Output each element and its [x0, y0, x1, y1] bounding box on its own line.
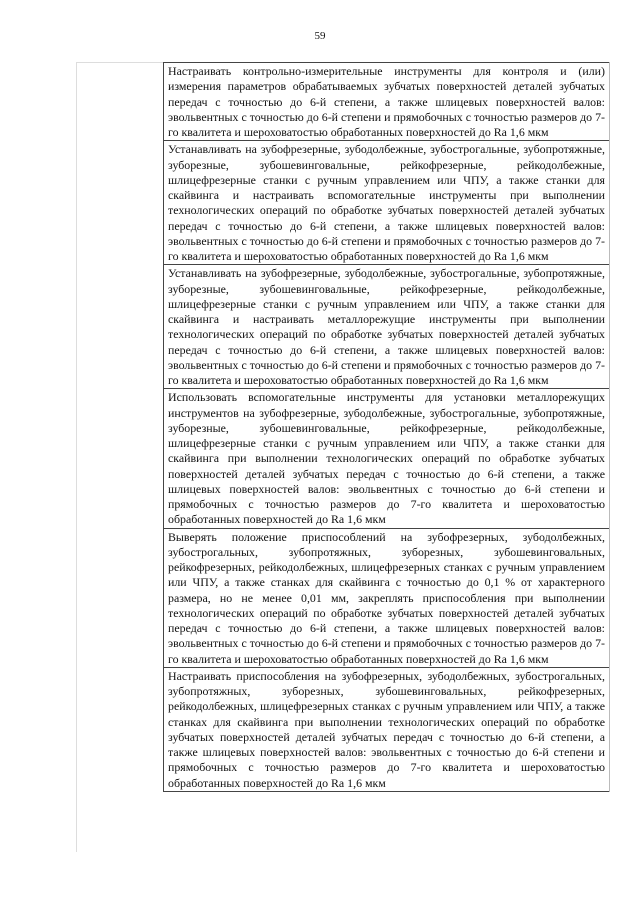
table-cell-text: Настраивать контрольно-измерительные инструменты для контроля и (или) измерения параметров обрабатываемых зубчатых поверхностей деталей зубчатых передач с точностью до 6-й степени, а также шлицевых поверхностей валов: эвольвентных с точностью до 6-й степени и прямобочных с точностью размеров до 7-го квалитета и шероховатостью обработанных поверхностей до Ra 1,6 мкм — [168, 64, 605, 139]
table-cell-text: Использовать вспомогательные инструменты для установки металлорежущих инструментов на зубофрезерные, зубодолбежные, зубострогальные, зубопротяжные, зуборезные, зубошевинговальные, рейкофрезерные, рейкодолбежные, шлицефрезерные станки с ручным управлением или ЧПУ, а также станки для скайвинга при выполнении технологических операций по обработке зубчатых поверхностей деталей зубчатых передач с точностью до 6-й степени, а также шлицевых поверхностей валов: эвольвентных с точностью до 6-й степени и прямобочных с точностью размеров до 7-го квалитета и шероховатостью обработанных поверхностей до Ra 1,6 мкм — [168, 390, 605, 527]
table-cell-text: Выверять положение приспособлений на зубофрезерных, зубодолбежных, зубострогальных, зубопротяжных, зуборезных, зубошевинговальных, рейкофрезерных, рейкодолбежных, шлицефрезерных станках с ручным управлением или ЧПУ, а также станках для скайвинга с точностью до 0,1 % от характерного размера, но не менее 0,01 мм, закреплять приспособления при выполнении технологических операций по обработке зубчатых поверхностей деталей зубчатых передач с точностью до 6-й степени, а также шлицевых поверхностей валов: эвольвентных с точностью до 6-й степени и прямобочных с точностью размеров до 7-го квалитета и шероховатостью обработанных поверхностей до Ra 1,6 мкм — [168, 529, 605, 666]
table-row — [164, 667, 609, 792]
table-cell-text: Устанавливать на зубофрезерные, зубодолбежные, зубострогальные, зубопротяжные, зуборезные, зубошевинговальные, рейкофрезерные, рейкодолбежные, шлицефрезерные станки с ручным управлением или ЧПУ, а также станки для скайвинга и настраивать вспомогательные инструменты при выполнении технологических операций по обработке зубчатых поверхностей деталей зубчатых передач с точностью до 6-й степени, а также шлицевых поверхностей валов: эвольвентных с точностью до 6-й степени и прямобочных с точностью размеров до 7-го квалитета и шероховатостью обработанных поверхностей до Ra 1,6 мкм — [168, 142, 605, 263]
table-row — [164, 528, 609, 667]
skills-table — [163, 62, 610, 792]
table-left-column-top-border — [76, 62, 163, 63]
table-cell-text: Настраивать приспособления на зубофрезерных, зубодолбежных, зубострогальных, зубопротяжных, зуборезных, зубошевинговальных, рейкофрезерных, рейкодолбежных, шлицефрезерных станках с ручным управлением или ЧПУ, а также станках для скайвинга при выполнении технологических операций по обработке зубчатых поверхностей деталей зубчатых передач с точностью до 6-й степени, а также шлицевых поверхностей валов: эвольвентных с точностью до 6-й степени и прямобочных с точностью размеров до 7-го квалитета и шероховатостью обработанных поверхностей до Ra 1,6 мкм — [168, 668, 605, 790]
table-row — [164, 140, 609, 264]
page-number: 59 — [314, 30, 326, 42]
table-row — [164, 264, 609, 388]
table-left-column-border — [76, 62, 77, 852]
table-cell-text: Устанавливать на зубофрезерные, зубодолбежные, зубострогальные, зубопротяжные, зуборезные, зубошевинговальные, рейкофрезерные, рейкодолбежные, шлицефрезерные станки с ручным управлением или ЧПУ, а также станки для скайвинга и настраивать металлорежущие инструменты при выполнении технологических операций по обработке зубчатых поверхностей деталей зубчатых передач с точностью до 6-й степени, а также шлицевых поверхностей валов: эвольвентных с точностью до 6-й степени и прямобочных с точностью размеров до 7-го квалитета и шероховатостью обработанных поверхностей до Ra 1,6 мкм — [168, 266, 605, 387]
table-row — [164, 388, 609, 527]
table-row — [164, 62, 609, 140]
